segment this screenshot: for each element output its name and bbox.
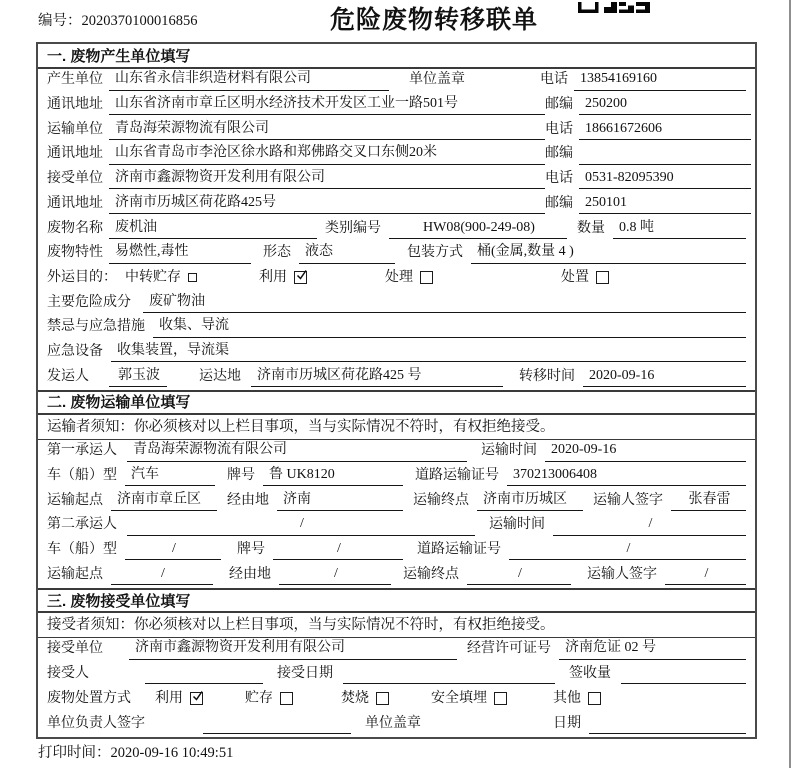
field-label: 转移时间 — [519, 368, 575, 384]
field-label: 车（船）型 — [47, 542, 117, 558]
field-value — [145, 665, 263, 684]
checkbox-label: 处置 — [561, 269, 589, 285]
checkbox-label: 利用 — [155, 690, 183, 706]
field-label: 电话 — [545, 171, 573, 187]
field-label: 禁忌与应急措施 — [47, 319, 145, 335]
field-value: 0531-82095390 — [579, 168, 751, 189]
checkbox-unchecked-icon — [420, 271, 433, 284]
field-label: 废物处置方式 — [47, 690, 131, 706]
field-label: 第二承运人 — [47, 517, 117, 533]
checkbox-label: 贮存 — [245, 690, 273, 706]
checkbox-group — [385, 268, 433, 288]
notice-row — [38, 613, 755, 638]
notice-text: 运输者须知：你必须核对以上栏目事项，当与实际情况不符时，有权拒绝接受。 — [47, 418, 555, 435]
field-value: 青岛海荣源物流有限公司 — [127, 440, 467, 461]
field-label: 接受日期 — [277, 666, 333, 682]
field-value: 收集装置，导流渠 — [111, 341, 746, 362]
field-label: 道路运输证号 — [417, 542, 501, 558]
field-label: 运输单位 — [47, 121, 103, 137]
field-value: / — [509, 539, 746, 560]
field-value: 济南市历城区 — [477, 490, 583, 511]
section-title: 三. 废物接受单位填写 — [47, 592, 191, 610]
field-label: 形态 — [263, 245, 291, 261]
checkbox-group — [259, 268, 307, 288]
field-value: 鲁 UK8120 — [263, 465, 403, 486]
field-label: 应急设备 — [47, 343, 103, 359]
checkbox-group — [561, 268, 609, 288]
page-title: 危险废物转移联单 — [330, 6, 539, 34]
field-label: 接受单位 — [47, 641, 103, 657]
field-label: 废物特性 — [47, 245, 103, 261]
field-label: 经由地 — [227, 492, 269, 508]
field-value: HW08(900-249-08) — [389, 218, 567, 239]
field-label: 外运目的： — [47, 269, 117, 285]
field-label: 运输时间 — [481, 443, 537, 459]
checkbox-unchecked-icon — [376, 692, 389, 705]
field-value — [343, 665, 555, 684]
field-value: 2020-09-16 — [545, 440, 746, 461]
field-label: 牌号 — [227, 468, 255, 484]
field-value: 济南市历城区荷花路425 号 — [251, 366, 503, 387]
field-value — [621, 665, 746, 684]
field-value: 山东省济南市章丘区明水经济技术开发区工业一路501号 — [109, 94, 545, 115]
field-value: / — [125, 539, 221, 560]
form-row — [38, 563, 755, 588]
field-label: 运达地 — [199, 368, 241, 384]
field-label: 数量 — [577, 220, 605, 236]
serial-number: 2020370100016856 — [81, 13, 198, 29]
notice-text: 接受者须知：你必须核对以上栏目事项，当与实际情况不符时，有权拒绝接受。 — [47, 617, 555, 634]
field-label: 通讯地址 — [47, 97, 103, 113]
checkbox-label: 安全填埋 — [431, 690, 487, 706]
field-label: 通讯地址 — [47, 146, 103, 162]
field-value: 济南市鑫源物资开发利用有限公司 — [109, 168, 545, 189]
field-value: 废机油 — [109, 218, 317, 239]
field-label: 运输终点 — [403, 566, 459, 582]
checkbox-label: 处理 — [385, 269, 413, 285]
field-value: 250200 — [579, 94, 751, 115]
form-row — [38, 638, 755, 663]
field-label: 运输人签字 — [587, 566, 657, 582]
field-label: 邮编 — [545, 146, 573, 162]
form-row — [38, 514, 755, 539]
form-row — [38, 242, 755, 267]
field-value: 废矿物油 — [143, 292, 746, 313]
field-label: 发运人 — [47, 368, 89, 384]
form-row — [38, 341, 755, 366]
form-row — [38, 192, 755, 217]
field-value: 13854169160 — [574, 69, 746, 90]
checkbox-unchecked-icon — [588, 692, 601, 705]
field-value: 易燃性,毒性 — [109, 242, 251, 263]
field-value: 0.8 吨 — [613, 218, 746, 239]
form-row — [38, 440, 755, 465]
field-label: 产生单位 — [47, 72, 103, 88]
form-row — [38, 118, 755, 143]
field-label: 车（船）型 — [47, 468, 117, 484]
checkbox-checked-icon — [190, 692, 203, 705]
serial-label: 编号： — [38, 13, 82, 29]
form-row — [38, 69, 755, 94]
field-label: 日期 — [553, 715, 581, 731]
field-label: 运输起点 — [47, 492, 103, 508]
field-label: 废物名称 — [47, 220, 103, 236]
checkbox-group — [341, 689, 389, 709]
field-value — [579, 146, 751, 165]
print-time-label: 打印时间： — [38, 745, 111, 761]
field-value: 汽车 — [125, 465, 215, 486]
field-label: 接受人 — [47, 666, 89, 682]
field-label: 包装方式 — [407, 245, 463, 261]
checkbox-label: 利用 — [259, 269, 287, 285]
field-value: / — [127, 514, 475, 535]
field-value: 济南市章丘区 — [111, 490, 217, 511]
field-value: 济南 — [277, 490, 403, 511]
checkbox-group — [431, 689, 507, 709]
field-value: 济南市历城区荷花路425号 — [109, 193, 545, 214]
notice-row — [38, 415, 755, 440]
field-label: 运输人签字 — [593, 492, 663, 508]
form-row — [38, 94, 755, 119]
field-value: 青岛海荣源物流有限公司 — [109, 119, 545, 140]
qr-code-fragment-icon — [578, 0, 652, 18]
field-value: 山东省青岛市李沧区徐水路和郑佛路交叉口东侧20米 — [109, 143, 545, 164]
form-row — [38, 539, 755, 564]
checkbox-label: 中转贮存 — [125, 269, 181, 285]
field-value: / — [111, 564, 213, 585]
field-value: / — [467, 564, 571, 585]
field-value: / — [553, 514, 746, 535]
section-header — [38, 44, 755, 69]
form-row — [38, 365, 755, 390]
checkbox-label: 焚烧 — [341, 690, 369, 706]
field-value: 山东省永信非织造材料有限公司 — [109, 69, 389, 90]
field-label: 单位盖章 — [365, 715, 421, 731]
field-label: 主要危险成分 — [47, 294, 131, 310]
serial-number-line — [38, 9, 198, 30]
field-value: 370213006408 — [507, 465, 746, 486]
field-value: 张春雷 — [671, 490, 746, 511]
field-label: 牌号 — [237, 542, 265, 558]
field-label: 经由地 — [229, 566, 271, 582]
field-label: 电话 — [545, 121, 573, 137]
field-label: 运输终点 — [413, 492, 469, 508]
form-row — [38, 291, 755, 316]
checkbox-group — [245, 689, 293, 709]
field-value: 液态 — [299, 242, 395, 263]
form-row — [38, 712, 755, 737]
form-row — [38, 465, 755, 490]
form-row — [38, 489, 755, 514]
field-value: 桶(金属,数量 4 ) — [471, 242, 746, 263]
field-value: 2020-09-16 — [583, 366, 746, 387]
field-value: / — [665, 564, 746, 585]
transfer-form-table — [36, 42, 757, 739]
field-label: 运输起点 — [47, 566, 103, 582]
form-row — [38, 316, 755, 341]
section-title: 一. 废物产生单位填写 — [47, 47, 191, 65]
field-label: 签收量 — [569, 666, 611, 682]
checkbox-unchecked-icon — [596, 271, 609, 284]
field-label: 运输时间 — [489, 517, 545, 533]
field-value: 济南市鑫源物资开发利用有限公司 — [129, 638, 457, 659]
field-label: 类别编号 — [325, 220, 381, 236]
field-label: 第一承运人 — [47, 443, 117, 459]
checkbox-checked-icon — [294, 271, 307, 284]
form-row — [38, 687, 755, 712]
field-label: 通讯地址 — [47, 195, 103, 211]
section-header — [38, 390, 755, 415]
field-value: 济南危证 02 号 — [559, 638, 746, 659]
form-row — [38, 663, 755, 688]
checkbox-group — [125, 268, 197, 288]
checkbox-unchecked-icon — [280, 692, 293, 705]
checkbox-label: 其他 — [553, 690, 581, 706]
checkbox-group — [553, 689, 601, 709]
print-time-line — [38, 741, 233, 762]
section-title: 二. 废物运输单位填写 — [47, 394, 191, 412]
field-value: 郭玉波 — [109, 366, 167, 387]
page-header — [0, 0, 796, 40]
field-label: 电话 — [540, 72, 568, 88]
checkbox-unchecked-icon — [188, 273, 197, 282]
field-label: 道路运输证号 — [415, 468, 499, 484]
field-value — [589, 715, 746, 734]
field-label: 接受单位 — [47, 171, 103, 187]
checkbox-group — [155, 689, 203, 709]
checkbox-unchecked-icon — [494, 692, 507, 705]
form-row — [38, 168, 755, 193]
form-row — [38, 143, 755, 168]
form-row — [38, 267, 755, 292]
form-row — [38, 217, 755, 242]
field-value: 18661672606 — [579, 119, 751, 140]
field-value — [203, 715, 351, 734]
field-label: 单位负责人签字 — [47, 715, 145, 731]
section-header — [38, 588, 755, 613]
field-label: 邮编 — [545, 195, 573, 211]
field-value: 250101 — [579, 193, 751, 214]
field-value: 收集、导流 — [153, 316, 746, 337]
field-label: 邮编 — [545, 97, 573, 113]
field-label: 经营许可证号 — [467, 641, 551, 657]
field-value: / — [273, 539, 403, 560]
scan-edge-line — [789, 0, 791, 768]
print-time-value: 2020-09-16 10:49:51 — [110, 745, 234, 761]
field-value: / — [279, 564, 391, 585]
field-label: 单位盖章 — [409, 72, 465, 88]
